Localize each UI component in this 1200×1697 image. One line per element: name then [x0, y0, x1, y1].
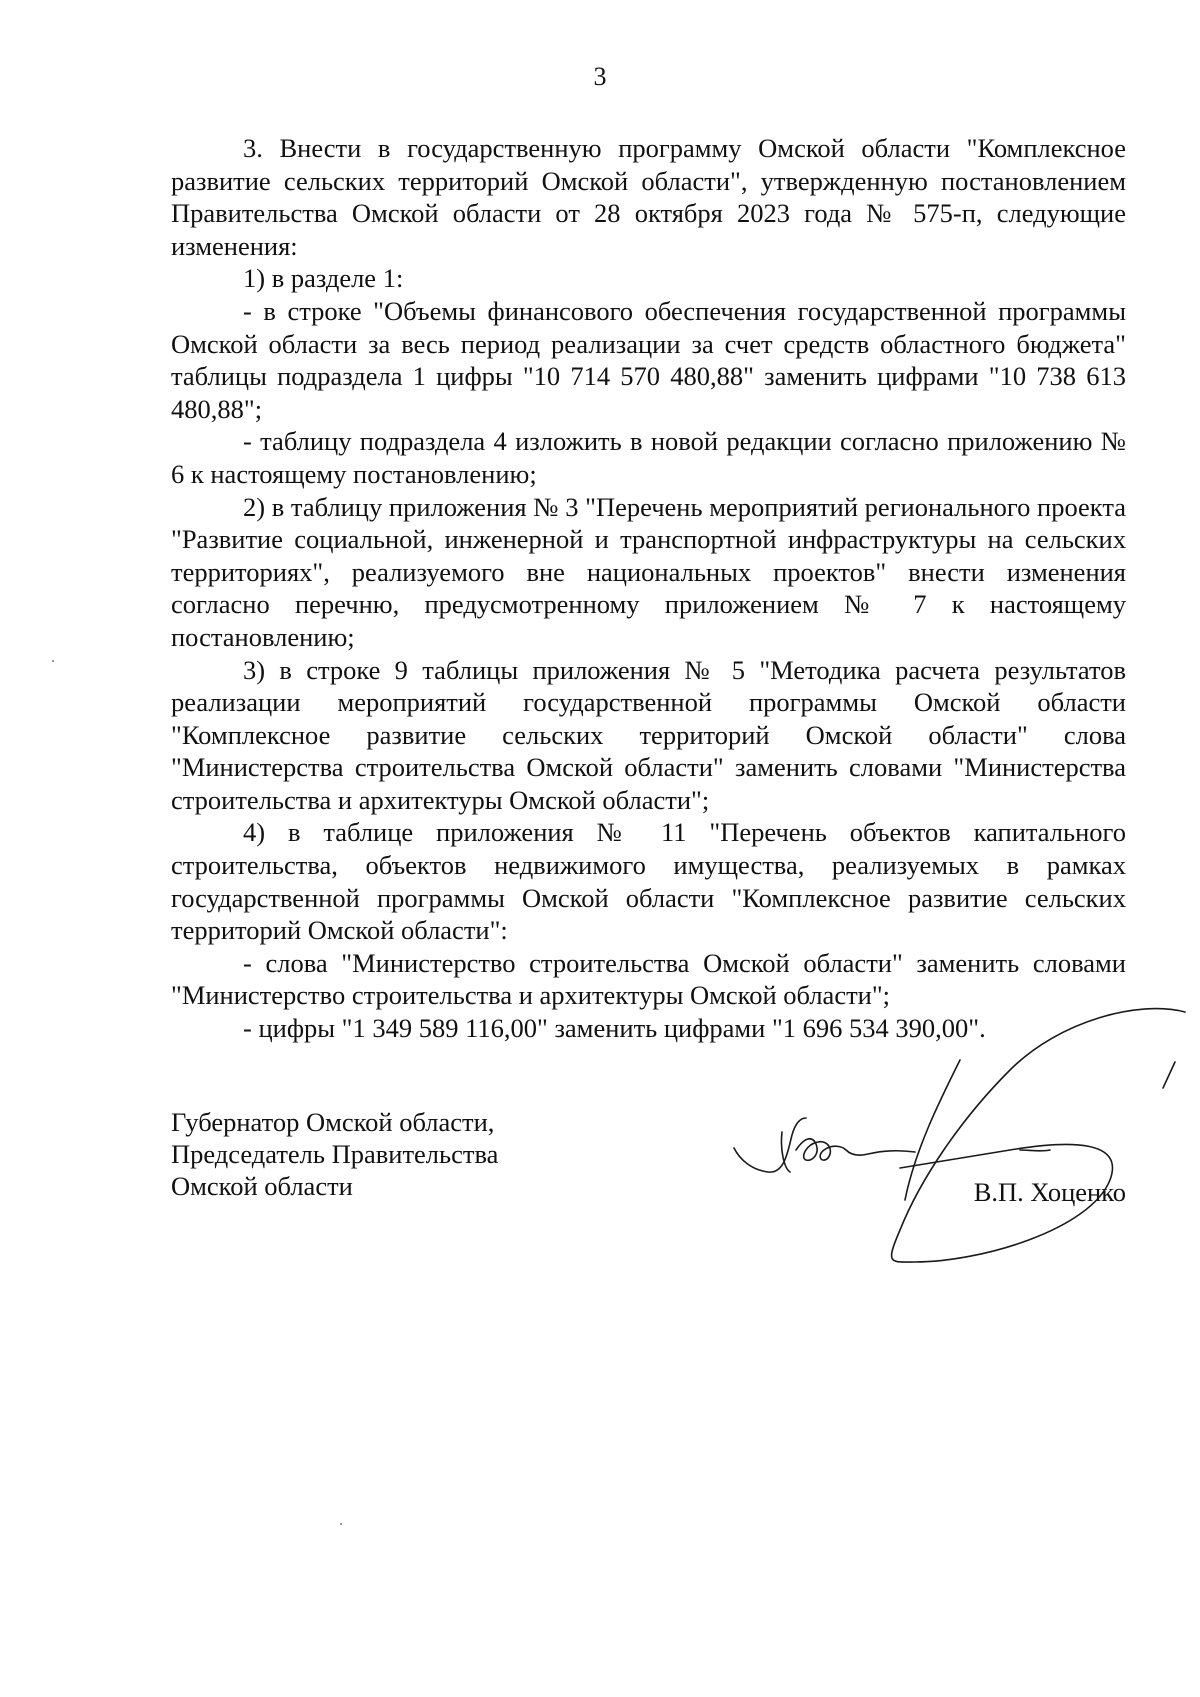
paragraph-item-4-words: - слова "Министерство строительства Омской области" заменить словами "Министерство строительства и архитектуры Омской области";	[171, 947, 1126, 1011]
paragraph-item-4-figures: - цифры "1 349 589 116,00" заменить цифрами "1 696 534 390,00".	[243, 1013, 986, 1044]
signer-title-line: Губернатор Омской области,	[171, 1107, 495, 1137]
signature-block	[171, 1106, 1126, 1266]
page-number: 3	[593, 62, 607, 91]
paragraph-item-1-table: - таблицу подраздела 4 изложить в новой редакции согласно приложению № 6 к настоящему постановлению;	[171, 426, 1126, 489]
signer-title-line: Председатель Правительства	[171, 1139, 499, 1169]
paragraph-item-4: 4) в таблице приложения № 11 "Перечень объектов капитального строительства, объектов недвижимого имущества, реализуемых в рамках государственной программы Омской области "Комплексное развитие сельских территорий Омской области":	[171, 817, 1126, 946]
signer-title-line: Омской области	[171, 1171, 353, 1201]
signer-name: В.П. Хоценко	[973, 1177, 1126, 1207]
paragraph-item-3: 3) в строке 9 таблицы приложения № 5 "Методика расчета результатов реализации мероприятий государственной программы Омской области "Комплексное развитие сельских территорий Омской области" слова "Министерства строительства Омской области" заменить словами "Министерства строительства и архитектуры Омской области";	[171, 654, 1126, 815]
document-body	[171, 132, 1126, 1045]
paragraph-item-1: 1) в разделе 1:	[243, 263, 404, 294]
scan-speck	[340, 1523, 342, 1525]
signer-title	[171, 1106, 498, 1202]
paragraph-item-1-funding: - в строке "Объемы финансового обеспечения государственной программы Омской области за весь период реализации за счет средств областного бюджета" таблицы подраздела 1 цифры "10 714 570 480,88" заменить цифрами "10 738 613 480,88";	[171, 295, 1126, 424]
paragraph-item-2: 2) в таблицу приложения № 3 "Перечень мероприятий регионального проекта "Развитие социальной, инженерной и транспортной инфраструктуры на сельских территориях", реализуемого вне национальных проектов" внести изменения согласно перечню, предусмотренному приложением № 7 к настоящему постановлению;	[171, 491, 1126, 652]
scan-speck	[52, 660, 54, 662]
paragraph-amendment-intro: 3. Внести в государственную программу Омской области "Комплексное развитие сельских территорий Омской области", утвержденную постановлением Правительства Омской области от 28 октября 2023 года № 575-п, следующие изменения:	[171, 133, 1126, 261]
